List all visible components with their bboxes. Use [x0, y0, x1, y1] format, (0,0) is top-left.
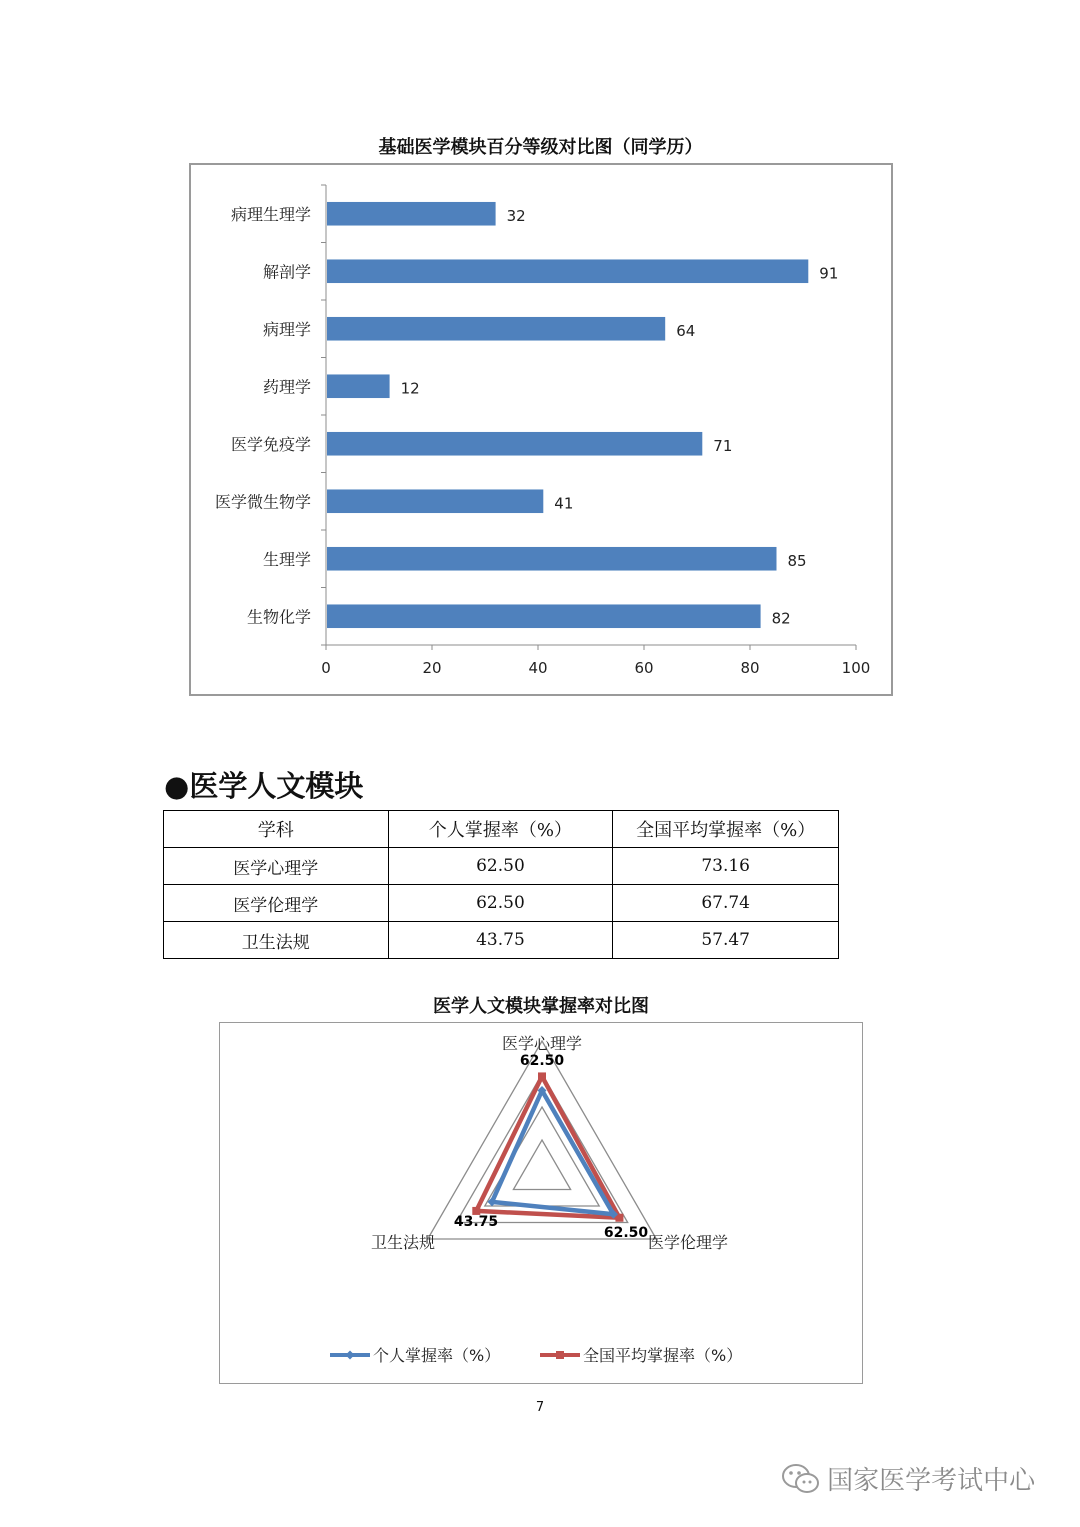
bar-chart: [191, 165, 891, 694]
cell-national-rate: 57.47: [613, 922, 839, 959]
x-tick-label: 20: [422, 659, 442, 677]
cell-personal-rate: 43.75: [388, 922, 613, 959]
legend-national-marker: [556, 1351, 564, 1359]
data-label: 41: [554, 494, 574, 513]
series-personal-polygon: [492, 1091, 613, 1215]
cell-subject: 医学伦理学: [164, 885, 389, 922]
category-label: 病理生理学: [230, 204, 311, 224]
table-row: [164, 922, 839, 959]
x-tick-label: 60: [634, 659, 654, 677]
category-label: 药理学: [262, 377, 311, 397]
radar-grid-ring: [513, 1140, 570, 1190]
data-label: 64: [676, 321, 696, 340]
category-label: 生理学: [262, 549, 311, 569]
bar: [327, 547, 777, 571]
data-label: 12: [400, 379, 420, 398]
data-label: 91: [819, 264, 839, 283]
header-personal-rate: 个人掌握率（%）: [388, 811, 613, 848]
table-row: [164, 885, 839, 922]
bar: [327, 259, 808, 283]
radar-chart-title: 医学人文模块掌握率对比图: [433, 996, 649, 1017]
header-subject: 学科: [164, 811, 389, 848]
bar: [327, 374, 390, 398]
data-label: 82: [771, 609, 791, 628]
bar-chart-frame: [189, 163, 893, 696]
radar-data-label: 62.50: [603, 1225, 649, 1241]
radar-chart: [220, 1023, 861, 1382]
category-label: 病理学: [262, 319, 311, 339]
category-label: 医学微生物学: [214, 492, 311, 512]
bar: [327, 317, 665, 341]
bar: [327, 202, 496, 226]
x-tick-label: 100: [841, 659, 871, 677]
table-header-row: [164, 811, 839, 848]
radar-axis-label: 卫生法规: [370, 1233, 435, 1252]
legend-national-label: 全国平均掌握率（%）: [583, 1346, 743, 1365]
data-label: 32: [506, 206, 526, 225]
radar-data-label: 43.75: [453, 1214, 499, 1230]
legend-personal-label: 个人掌握率（%）: [373, 1346, 501, 1365]
category-label: 解剖学: [262, 262, 311, 282]
page-number: 7: [535, 1400, 545, 1415]
bar: [327, 489, 543, 513]
cell-national-rate: 67.74: [613, 885, 839, 922]
x-tick-label: 80: [740, 659, 760, 677]
section-heading: [164, 764, 363, 805]
bullet-icon: ●: [164, 769, 190, 803]
radar-chart-frame: [219, 1022, 863, 1384]
watermark: [780, 1460, 1035, 1497]
x-tick-label: 0: [321, 659, 331, 677]
cell-subject: 医学心理学: [164, 848, 389, 885]
cell-subject: 卫生法规: [164, 922, 389, 959]
radar-axis-label: 医学心理学: [501, 1034, 583, 1053]
cell-national-rate: 73.16: [613, 848, 839, 885]
bar-chart-title: 基础医学模块百分等级对比图（同学历）: [378, 137, 703, 158]
mastery-table: [163, 810, 839, 959]
category-label: 医学免疫学: [230, 434, 311, 454]
national-marker: [538, 1072, 546, 1080]
data-label: 71: [713, 436, 733, 455]
watermark-text: 国家医学考试中心: [827, 1466, 1036, 1496]
cell-personal-rate: 62.50: [388, 848, 613, 885]
radar-axis-label: 医学伦理学: [648, 1233, 729, 1252]
x-tick-label: 40: [528, 659, 548, 677]
legend-personal-marker: [346, 1351, 355, 1360]
header-national-rate: 全国平均掌握率（%）: [613, 811, 839, 848]
wechat-icon: [780, 1461, 822, 1497]
bar: [327, 604, 761, 628]
radar-data-label: 62.50: [519, 1053, 565, 1069]
data-label: 85: [787, 551, 807, 570]
cell-personal-rate: 62.50: [388, 885, 613, 922]
table-row: [164, 848, 839, 885]
section-title: 医学人文模块: [189, 769, 364, 803]
bar: [327, 432, 702, 456]
category-label: 生物化学: [246, 607, 311, 627]
